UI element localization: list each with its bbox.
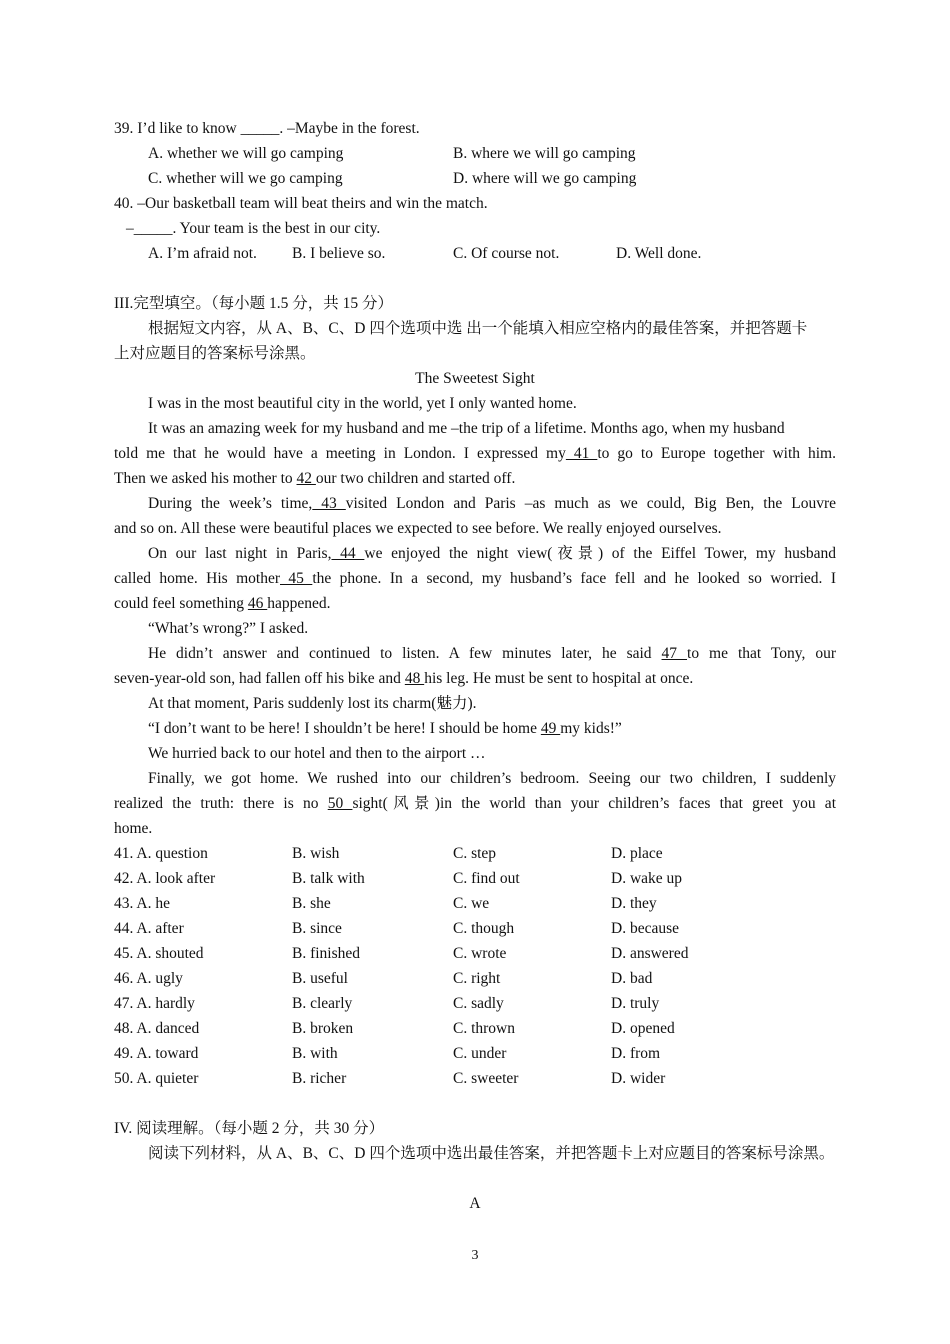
- choice-option: C. sadly: [453, 995, 504, 1012]
- choice-option: B. wish: [292, 845, 340, 862]
- exam-page: [114, 116, 836, 1216]
- choice-option: 46. A. ugly: [114, 970, 183, 987]
- passage-line: I was in the most beautiful city in the world, yet I only wanted home.: [148, 395, 577, 412]
- blank-43: 43: [312, 495, 346, 512]
- blank-49: 49: [540, 720, 561, 737]
- choice-option: D. wake up: [611, 870, 683, 887]
- choice-row: [114, 891, 836, 916]
- blank-48: 48: [404, 670, 425, 687]
- choice-option: 42. A. look after: [114, 870, 216, 887]
- choice-option: D. place: [611, 845, 663, 862]
- choice-option: D. from: [611, 1045, 661, 1062]
- page-number: 3: [471, 1248, 479, 1263]
- choice-option: C. find out: [453, 870, 520, 887]
- q39-option-d: D. where will we go camping: [453, 170, 637, 187]
- choice-option: C. sweeter: [453, 1070, 519, 1087]
- choice-option: D. they: [611, 895, 657, 912]
- choice-row: [114, 916, 836, 941]
- choice-option: 45. A. shouted: [114, 945, 204, 962]
- section4-instruction: 阅读下列材料，从 A、B、C、D 四个选项中选出最佳答案，并把答题卡上对应题目的答案标号涂黑。: [148, 1145, 835, 1162]
- passage-line: Finally, we got home. We rushed into our children’s bedroom. Seeing our two children, I suddenly: [148, 770, 836, 787]
- choice-option: B. clearly: [292, 995, 353, 1012]
- q40-options-row: [114, 241, 836, 266]
- choice-option: D. because: [611, 920, 679, 937]
- choice-row: [114, 991, 836, 1016]
- passage-line: It was an amazing week for my husband and me –the trip of a lifetime. Months ago, when my husband: [148, 420, 785, 437]
- blank-45: 45: [280, 570, 313, 587]
- q39-options-row1: [114, 141, 836, 166]
- choice-option: 43. A. he: [114, 895, 170, 912]
- section3-heading: III.完型填空。（每小题 1.5 分，共 15 分）: [114, 295, 393, 312]
- passage-line: seven-year-old son, had fallen off his bike and 48 his leg. He must be sent to hospital at once.: [114, 670, 694, 687]
- choice-row: [114, 1016, 836, 1041]
- choice-option: B. talk with: [292, 870, 365, 887]
- choice-option: D. answered: [611, 945, 689, 962]
- reading-part-label: A: [469, 1195, 481, 1212]
- choice-option: C. step: [453, 845, 497, 862]
- q39-option-c: C. whether will we go camping: [148, 170, 343, 187]
- passage-line: “I don’t want to be here! I shouldn’t be here! I should be home 49 my kids!”: [148, 720, 622, 737]
- choice-option: 49. A. toward: [114, 1045, 199, 1062]
- choice-row: [114, 941, 836, 966]
- choice-row: [114, 1066, 836, 1091]
- choice-option: B. useful: [292, 970, 348, 987]
- passage-title: The Sweetest Sight: [415, 370, 535, 387]
- choice-option: D. opened: [611, 1020, 675, 1037]
- choice-option: D. bad: [611, 970, 653, 987]
- choice-option: B. richer: [292, 1070, 347, 1087]
- q40-option-d: D. Well done.: [616, 245, 702, 262]
- passage-line: “What’s wrong?” I asked.: [148, 620, 309, 637]
- q40-reply: –_____. Your team is the best in our city.: [126, 220, 381, 237]
- choice-row: [114, 966, 836, 991]
- choice-option: 41. A. question: [114, 845, 208, 862]
- choice-option: B. with: [292, 1045, 338, 1062]
- q39-stem: 39. I’d like to know _____. –Maybe in the forest.: [114, 120, 420, 137]
- choice-option: 44. A. after: [114, 920, 184, 937]
- choice-option: C. under: [453, 1045, 507, 1062]
- choice-option: C. though: [453, 920, 515, 937]
- q39-option-a: A. whether we will go camping: [148, 145, 344, 162]
- choice-option: B. since: [292, 920, 342, 937]
- choice-option: C. we: [453, 895, 490, 912]
- blank-42: 42: [296, 470, 316, 487]
- passage-line: called home. His mother 45 the phone. In a second, my husband’s face fell and he looked so worried. I: [114, 570, 836, 587]
- choice-option: D. truly: [611, 995, 660, 1012]
- blank-50: 50: [327, 795, 353, 812]
- passage-line: We hurried back to our hotel and then to the airport …: [148, 745, 486, 762]
- blank-46: 46: [247, 595, 268, 612]
- passage-line: home.: [114, 820, 153, 837]
- choice-option: D. wider: [611, 1070, 666, 1087]
- section4-heading: IV. 阅读理解。（每小题 2 分，共 30 分）: [114, 1120, 385, 1137]
- q39-option-b: B. where we will go camping: [453, 145, 636, 162]
- choice-option: C. thrown: [453, 1020, 515, 1037]
- q40-option-a: A. I’m afraid not.: [148, 245, 257, 262]
- blank-44: 44: [331, 545, 365, 562]
- choice-option: C. right: [453, 970, 501, 987]
- section3-instruction: 根据短文内容，从 A、B、C、D 四个选项中选 出一个能填入相应空格内的最佳答案，并把答题卡: [148, 320, 808, 337]
- q40-option-c: C. Of course not.: [453, 245, 560, 262]
- choice-option: B. broken: [292, 1020, 354, 1037]
- choice-option: B. finished: [292, 945, 361, 962]
- choice-option: C. wrote: [453, 945, 507, 962]
- q39-options-row2: [114, 166, 836, 191]
- passage-line: During the week’s time, 43 visited London and Paris –as much as we could, Big Ben, the Louvre: [148, 495, 836, 512]
- choice-option: 48. A. danced: [114, 1020, 200, 1037]
- passage-line: realized the truth: there is no 50 sight(风景)in the world than your children’s faces that greet you at: [114, 795, 836, 812]
- q40-option-b: B. I believe so.: [292, 245, 386, 262]
- passage-line: told me that he would have a meeting in London. I expressed my 41 to go to Europe together with him.: [114, 445, 836, 462]
- choice-row: [114, 1041, 836, 1066]
- blank-41: 41: [565, 445, 598, 462]
- passage-line: He didn’t answer and continued to listen. A few minutes later, he said 47 to me that Tony, our: [148, 645, 837, 662]
- choice-row: [114, 866, 836, 891]
- passage-line: At that moment, Paris suddenly lost its charm(魅力).: [148, 695, 477, 712]
- choice-option: B. she: [292, 895, 331, 912]
- section3-instruction-cont: 上对应题目的答案标号涂黑。: [114, 345, 316, 362]
- passage-line: and so on. All these were beautiful places we expected to see before. We really enjoyed ourselves.: [114, 520, 722, 537]
- choice-option: 47. A. hardly: [114, 995, 195, 1012]
- passage-line: On our last night in Paris, 44 we enjoyed the night view(夜景) of the Eiffel Tower, my husband: [148, 545, 837, 562]
- choice-table: [114, 841, 836, 1091]
- passage-line: Then we asked his mother to 42 our two children and started off.: [114, 470, 516, 487]
- blank-47: 47: [661, 645, 688, 662]
- passage-line: could feel something 46 happened.: [114, 595, 331, 612]
- choice-row: [114, 841, 836, 866]
- q40-stem: 40. –Our basketball team will beat theirs and win the match.: [114, 195, 488, 212]
- choice-option: 50. A. quieter: [114, 1070, 199, 1087]
